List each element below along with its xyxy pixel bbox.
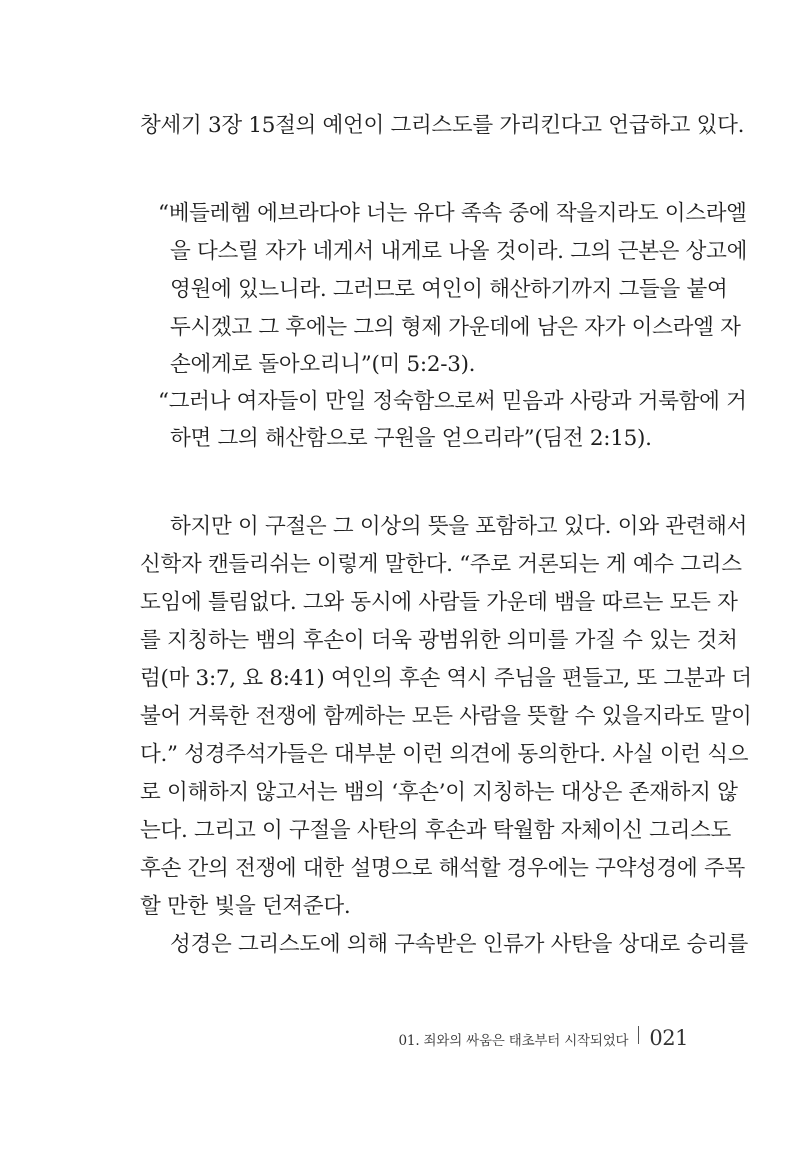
text-line: 도임에 틀림없다. 그와 동시에 사람들 가운데 뱀을 따르는 모든 자 [140, 590, 738, 615]
text-line: 후손 간의 전쟁에 대한 설명으로 해석할 경우에는 구약성경에 주목 [140, 856, 745, 881]
text-line: 신학자 캔들리쉬는 이렇게 말한다. “주로 거론되는 게 예수 그리스 [140, 552, 742, 577]
chapter-title: 01. 죄와의 싸움은 태초부터 시작되었다 [398, 1033, 629, 1049]
text-line: 불어 거룩한 전쟁에 함께하는 모든 사람을 뜻할 수 있을지라도 말이 [140, 704, 752, 729]
page-footer [399, 1026, 688, 1050]
text-line: 로 이해하지 않고서는 뱀의 ‘후손’이 지칭하는 대상은 존재하지 않 [140, 780, 738, 805]
text-line: 하지만 이 구절은 그 이상의 뜻을 포함하고 있다. 이와 관련해서 [170, 514, 748, 539]
text-line: 다.” 성경주석가들은 대부분 이런 의견에 동의한다. 사실 이런 식으 [140, 742, 749, 767]
text-line: 는다. 그리고 이 구절을 사탄의 후손과 탁월함 자체이신 그리스도 [140, 818, 732, 843]
text-line: 할 만한 빛을 던져준다. [140, 894, 351, 919]
quote-line: 손에게로 돌아오리니”(미 5:2-3). [170, 352, 476, 377]
quote-line: “그러나 여자들이 만일 정숙함으로써 믿음과 사랑과 거룩함에 거 [158, 389, 747, 414]
quote-line: 을 다스릴 자가 네게서 내게로 나올 것이라. 그의 근본은 상고에 [170, 239, 748, 264]
quote-line: 영원에 있느니라. 그러므로 여인이 해산하기까지 그들을 붙여 [170, 277, 728, 302]
quote-line: “베들레헴 에브라다야 너는 유다 족속 중에 작을지라도 이스라엘 [158, 201, 747, 226]
text-line: 럼(마 3:7, 요 8:41) 여인의 후손 역시 주님을 편들고, 또 그분과 더 [140, 666, 752, 691]
footer-divider [638, 1026, 639, 1044]
quote-line: 두시겠고 그 후에는 그의 형제 가운데에 남은 자가 이스라엘 자 [170, 315, 741, 340]
quote-line: 하면 그의 해산함으로 구원을 얻으리라”(딤전 2:15). [170, 426, 652, 451]
page-number: 021 [649, 1026, 688, 1050]
text-line: 를 지칭하는 뱀의 후손이 더욱 광범위한 의미를 가질 수 있는 것처 [140, 628, 738, 653]
text-line: 성경은 그리스도에 의해 구속받은 인류가 사탄을 상대로 승리를 [170, 932, 748, 957]
text-line: 창세기 3장 15절의 예언이 그리스도를 가리킨다고 언급하고 있다. [140, 113, 745, 138]
